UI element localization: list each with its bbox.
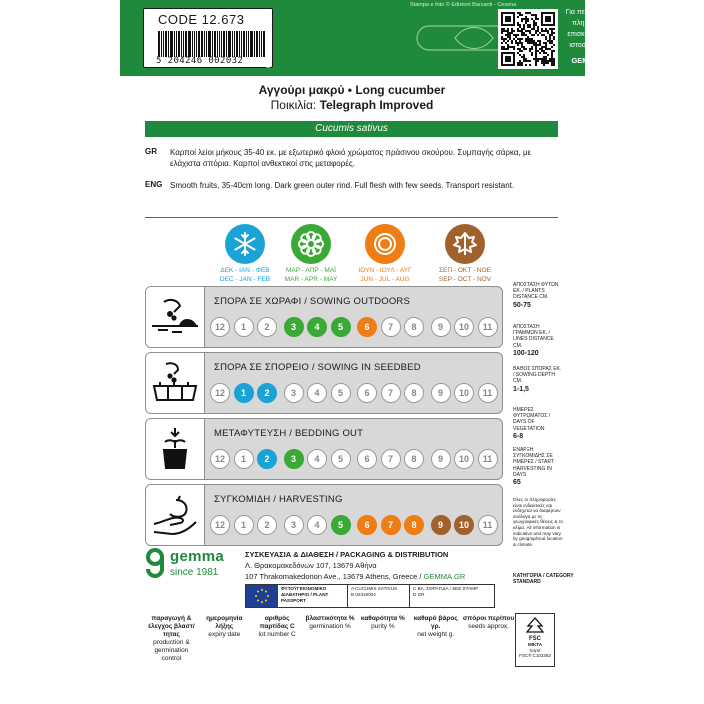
month-10: 10	[454, 449, 474, 469]
photo-credit: Stampa e foto © Edizioni Barzanti - Cesena	[410, 2, 517, 8]
month-3: 3	[284, 383, 304, 403]
month-4: 4	[307, 317, 327, 337]
product-code: CODE 12.673	[158, 12, 245, 27]
divider	[145, 217, 558, 218]
row-title: ΣΠΟΡΑ ΣΕ ΧΩΡΑΦΙ / SOWING OUTDOORS	[214, 296, 411, 307]
month-3: 3	[284, 449, 304, 469]
kod-number: ΚΩΔ. 16.818	[266, 39, 272, 68]
sun-icon	[365, 224, 405, 264]
qr-code-icon[interactable]	[498, 9, 558, 69]
passport-title: ΦΥΤΟΫΓΕΙΟΝΟΜΙΚΟ ΔΙΑΒΑΤΗΡΙΟ / PLANT PASSPORT	[278, 585, 348, 607]
month-8: 8	[404, 449, 424, 469]
month-4: 4	[307, 449, 327, 469]
flower-icon	[291, 224, 331, 264]
month-1: 1	[234, 449, 254, 469]
brand-name: gemma	[170, 548, 225, 565]
month-2: 2	[257, 317, 277, 337]
month-7: 7	[381, 317, 401, 337]
product-name: Αγγούρι μακρύ • Long cucumber	[258, 83, 446, 97]
month-9: 9	[431, 317, 451, 337]
month-5: 5	[331, 383, 351, 403]
plant-passport: ΦΥΤΟΫΓΕΙΟΝΟΜΙΚΟ ΔΙΑΒΑΤΗΡΙΟ / PLANT PASSPORT A CUCUMIS SATIVUS B 02319004 C ΒΛ. ΣΦΡΑΓΙΔΑ / SEE STAMP D GR	[245, 584, 495, 608]
month-9: 9	[431, 383, 451, 403]
eu-flag-icon	[246, 585, 278, 607]
col-purity: καθαρότητα % purity %	[360, 615, 405, 630]
season-spring: ΜΑΡ - ΑΠΡ - ΜΑΪ MAR - APR - MAY	[283, 224, 339, 284]
row-sowing-outdoors	[145, 286, 503, 348]
col-lot: αριθμός παρτίδας C lot number C	[258, 615, 296, 638]
month-6: 6	[357, 449, 377, 469]
side-plant-distance: ΑΠΟΣΤΑΣΗ ΦΥΤΩΝ ΕΚ. / PLANTS DISTANCE CM. 50-75	[513, 282, 559, 309]
month-1: 1	[234, 515, 254, 535]
gr-description: Καρποί λείοι μήκους 35-40 εκ. με εξωτερικό φλοιό χρώματος πράσινου σκούρου. Συμπαγής σάρκα, με ελάχιστα σπόρια. Καρποί ανθεκτικοί στις μεταφορές.	[170, 148, 532, 168]
info-website[interactable]: GEMMA.GR	[571, 56, 614, 65]
side-start-harvest: ΕΝΑΡΞΗ ΣΥΓΚΟΜΙΔΗΣ ΣΕ ΗΜΕΡΕΣ / START HARVESTING IN DAYS 65	[513, 447, 554, 487]
month-10: 10	[454, 317, 474, 337]
category: ΚΑΤΗΓΟΡΙΑ / CATEGORY STANDARD	[513, 573, 574, 585]
fsc-tree-icon	[525, 617, 545, 635]
month-8: 8	[404, 317, 424, 337]
month-6: 6	[357, 383, 377, 403]
month-11: 11	[478, 317, 498, 337]
month-4: 4	[307, 383, 327, 403]
month-9: 9	[431, 449, 451, 469]
month-12: 12	[210, 515, 230, 535]
packaging-info: ΣΥΣΚΕΥΑΣΙΑ & ΔΙΑΘΕΣΗ / PACKAGING & DISTRIBUTION Λ. Θρακομακεδόνων 107, 13679 Αθήνα 107 Thrakomakedonon Ave., 13679 Athens, Greece / GEMMA.GR	[245, 550, 466, 581]
month-dots	[210, 449, 501, 469]
month-12: 12	[210, 383, 230, 403]
row-harvesting	[145, 484, 503, 546]
month-2: 2	[257, 383, 277, 403]
col-weight: καθαρό βάρος γρ. net weight g.	[413, 615, 458, 638]
more-info-text: Για περισσότερες πληροφορίες επισκεφτείτε την ιστοσελίδα μας	[565, 9, 620, 49]
col-expiry: ημερομηνία λήξης expiry date	[206, 615, 243, 638]
product-variety: Ποικιλία: Telegraph Improved	[270, 98, 434, 112]
month-4: 4	[307, 515, 327, 535]
side-days-vegetation: ΗΜΕΡΕΣ ΦΥΤΡΩΜΑΤΟΣ / DAYS OF VEGETATION 6-8	[513, 407, 551, 440]
col-seeds: σπόροι περίπου seeds approx.	[462, 615, 515, 630]
month-11: 11	[478, 449, 498, 469]
month-6: 6	[357, 515, 377, 535]
transplant-icon	[146, 419, 205, 479]
seedbed-icon	[146, 353, 205, 413]
month-dots	[210, 317, 501, 337]
month-7: 7	[381, 515, 401, 535]
month-11: 11	[478, 515, 498, 535]
month-dots	[210, 515, 501, 535]
month-8: 8	[404, 383, 424, 403]
month-5: 5	[331, 317, 351, 337]
row-title: ΣΠΟΡΑ ΣΕ ΣΠΟΡΕΙΟ / SOWING IN SEEDBED	[214, 362, 421, 373]
month-11: 11	[478, 383, 498, 403]
brand-website[interactable]: GEMMA.GR	[423, 572, 466, 581]
eng-description: Smooth fruits, 35-40cm long. Dark green outer rind. Full flesh with few seeds. Transport resistant.	[170, 181, 515, 190]
gr-label: GR	[145, 147, 157, 156]
month-5: 5	[331, 449, 351, 469]
month-6: 6	[357, 317, 377, 337]
col-production: παραγωγή & έλεγχος βλαστ/τητας production & germination control	[148, 615, 195, 662]
side-note: Όλες οι πληροφορίες είναι ενδεικτικές και ενδέχεται να διαφέρουν ανάλογα με τις γεωγραφικές θέσεις & το κλίμα. All information is indicative and may vary by geographical location & climate.	[513, 497, 563, 547]
month-3: 3	[284, 515, 304, 535]
month-12: 12	[210, 449, 230, 469]
row-title: ΣΥΓΚΟΜΙΔΗ / HARVESTING	[214, 494, 343, 505]
month-1: 1	[234, 317, 254, 337]
side-line-distance: ΑΠΟΣΤΑΣΗ ΓΡΑΜΜΩΝ ΕΚ. / LINES DISTANCE CM. 100-120	[513, 324, 554, 357]
barcode-icon	[158, 31, 268, 57]
harvest-icon	[146, 485, 205, 545]
row-sowing-seedbed	[145, 352, 503, 414]
month-2: 2	[257, 449, 277, 469]
snowflake-icon	[225, 224, 265, 264]
season-autumn: ΣΕΠ - ΟΚΤ - ΝΟΕ SEP - OCT - NOV	[437, 224, 493, 284]
month-8: 8	[404, 515, 424, 535]
month-12: 12	[210, 317, 230, 337]
month-1: 1	[234, 383, 254, 403]
month-dots	[210, 383, 501, 403]
month-10: 10	[454, 383, 474, 403]
sowing-outdoors-icon	[146, 287, 205, 347]
month-9: 9	[431, 515, 451, 535]
barcode-number: 5 204246 002032	[156, 56, 244, 66]
gemma-logo-icon	[144, 547, 166, 579]
eng-label: ENG	[145, 180, 163, 189]
month-3: 3	[284, 317, 304, 337]
lot-info-table	[145, 615, 515, 663]
row-bedding-out	[145, 418, 503, 480]
col-germination: βλαστικότητα % germination %	[305, 615, 355, 630]
latin-name: Cucumis sativus	[145, 121, 558, 137]
month-10: 10	[454, 515, 474, 535]
leaf-icon	[445, 224, 485, 264]
month-2: 2	[257, 515, 277, 535]
month-5: 5	[331, 515, 351, 535]
fsc-label: FSC ΜΙΚΤΑ Χαρτί FSC® C103382	[515, 613, 555, 667]
season-summer: ΙΟΥΝ - ΙΟΥΛ - ΑΥΓ JUN - JUL - AUG	[357, 224, 413, 284]
product-code-box	[143, 8, 273, 68]
season-winter: ΔΕΚ - ΙΑΝ - ΦΕΒ DEC - JAN - FEB	[217, 224, 273, 284]
brand-since: since 1981	[170, 567, 219, 578]
month-7: 7	[381, 383, 401, 403]
side-sowing-depth: ΒΑΘΟΣ ΣΠΟΡΑΣ ΕΚ. / SOWING DEPTH CM. 1-1,5	[513, 366, 562, 393]
row-title: ΜΕΤΑΦΥΤΕΥΣΗ / BEDDING OUT	[214, 428, 364, 439]
month-7: 7	[381, 449, 401, 469]
